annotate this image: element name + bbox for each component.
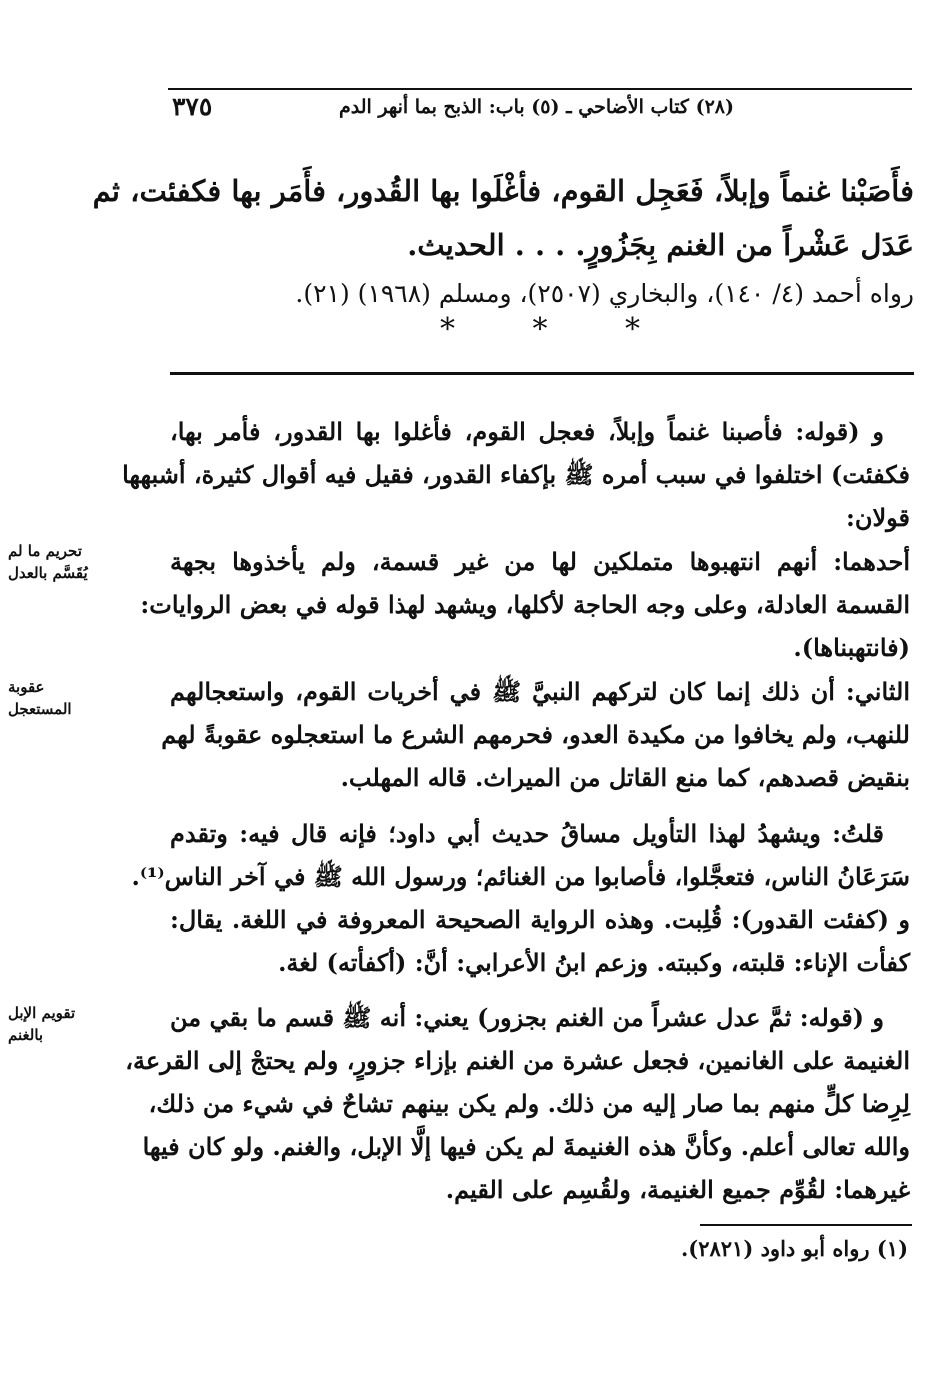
footnote-rule <box>700 1224 912 1226</box>
text-line: الغنيمة على الغانمين، فجعل عشرة من الغنم بإزاء جزورٍ، ولم يحتجْ إلى القرعة، <box>125 1046 910 1075</box>
hadith-line: عَدَل عَشْراً من الغنم بِجَزُورٍ. . . . الحديث. <box>407 228 914 262</box>
text-line: و (قوله: ثمَّ عدل عشراً من الغنم بجزور) يعني: أنه ﷺ قسم ما بقي من <box>170 1003 884 1032</box>
text-line: سَرَعَانُ الناس، فتعجَّلوا، فأصابوا من الغنائم؛ ورسول الله ﷺ في آخر الناس⁽¹⁾. <box>131 862 910 891</box>
hadith-source: رواه أحمد (٤/ ١٤٠)، والبخاري (٢٥٠٧)، ومسلم (١٩٦٨) (٢١). <box>295 279 914 308</box>
text-line: (فانتهبناها). <box>793 633 910 662</box>
section-divider-stars <box>440 312 640 347</box>
margin-note <box>8 1002 168 1046</box>
margin-note-line: يُقَسَّم بالعدل <box>8 564 88 582</box>
commentary-paragraph <box>122 410 910 539</box>
margin-note <box>8 676 168 720</box>
margin-note-line: عقوبة <box>8 678 45 696</box>
margin-note <box>8 540 168 584</box>
running-head: (٢٨) كتاب الأضاحي ـ (٥) باب: الذبح بما أنهر الدم <box>338 96 734 118</box>
star: * <box>625 312 640 347</box>
page-number: ٣٧٥ <box>172 92 213 121</box>
footnote: (١) رواه أبو داود (٢٨٢١). <box>680 1236 908 1261</box>
commentary-paragraph <box>140 540 910 669</box>
hadith-line: فأَصَبْنا غنماً وإبلاً، فَعَجِل القوم، فأغْلَوا بها القُدور، فأَمَر بها فكفئت، ثم <box>92 174 914 208</box>
margin-note-line: بالغنم <box>8 1026 44 1044</box>
commentary-separator <box>170 372 914 375</box>
margin-note-line: تقويم الإبل <box>8 1004 76 1022</box>
text-line: كفأت الإناء: قلبته، وكببته. وزعم ابنُ الأعرابي: أنَّ: (أكفأته) لغة. <box>278 948 910 977</box>
text-line: بنقيض قصدهم، كما منع القاتل من الميراث. قاله المهلب. <box>340 763 910 792</box>
hadith-text <box>92 164 914 272</box>
star: * <box>532 312 548 347</box>
text-line: قلتُ: ويشهدُ لهذا التأويل مساقُ حديث أبي داود؛ فإنه قال فيه: وتقدم <box>170 819 884 848</box>
text-line: أحدهما: أنهم انتهبوها متملكين لها من غير قسمة، ولم يأخذوها بجهة <box>170 547 910 576</box>
header-rule <box>168 88 912 90</box>
text-line: والله تعالى أعلم. وكأنَّ هذه الغنيمةَ لم يكن فيها إلَّا الإبل، والغنم. ولو كان فيها <box>142 1132 910 1161</box>
star: * <box>440 312 455 347</box>
text-line: لِرِضا كلٍّ منهم بما صار إليه من ذلك. ولم يكن بينهم تشاحٌ في شيء من ذلك، <box>148 1089 910 1118</box>
commentary-paragraph <box>125 996 910 1211</box>
text-line: قولان: <box>845 503 910 532</box>
text-line: و (كفئت القدور): قُلِبت. وهذه الرواية الصحيحة المعروفة في اللغة. يقال: <box>170 905 910 934</box>
text-line: الثاني: أن ذلك إنما كان لتركهم النبيَّ ﷺ في أخريات القوم، واستعجالهم <box>170 677 910 706</box>
text-line: فكفئت) اختلفوا في سبب أمره ﷺ بإكفاء القدور، فقيل فيه أقوال كثيرة، أشبهها <box>122 460 910 489</box>
commentary-paragraph <box>161 670 910 799</box>
commentary-paragraph <box>131 812 910 984</box>
margin-note-line: تحريم ما لم <box>8 542 82 560</box>
text-line: و (قوله: فأصبنا غنماً وإبلاً، فعجل القوم، فأغلوا بها القدور، فأمر بها، <box>170 417 884 446</box>
margin-note-line: المستعجل <box>8 700 72 718</box>
text-line: للنهب، ولم يخافوا من مكيدة العدو، فحرمهم الشرع ما استعجلوه عقوبةً لهم <box>161 720 910 749</box>
text-line: القسمة العادلة، وعلى وجه الحاجة لأكلها، ويشهد لهذا قوله في بعض الروايات: <box>140 590 910 619</box>
text-line: غيرهما: لقُوِّم جميع الغنيمة، ولقُسِم على القيم. <box>445 1175 910 1204</box>
